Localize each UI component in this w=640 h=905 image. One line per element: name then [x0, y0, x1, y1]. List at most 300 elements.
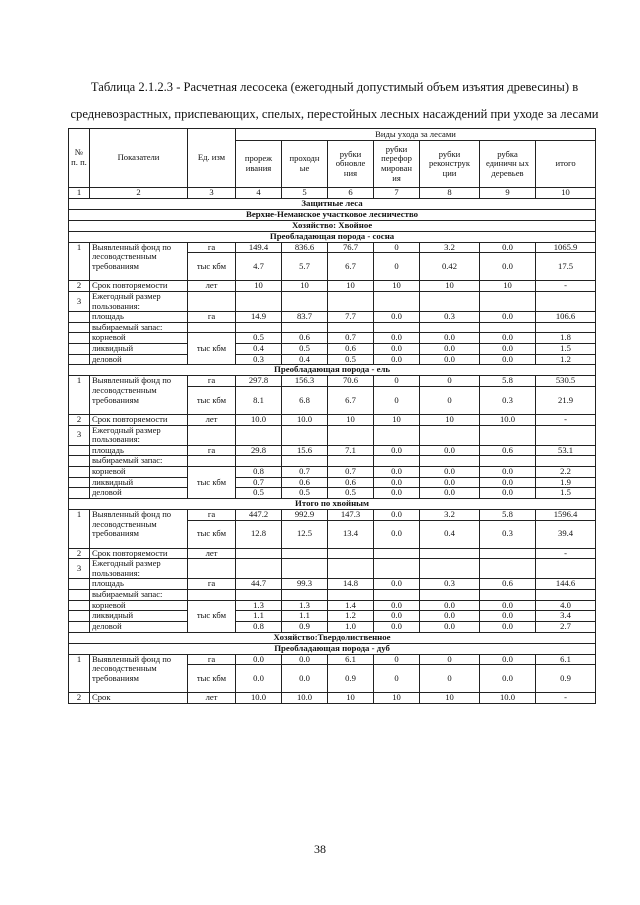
- row-label: Ежегодный размер пользования:: [90, 425, 188, 445]
- row-number: 1: [69, 376, 90, 415]
- table-caption: Таблица 2.1.2.3 - Расчетная лесосека (ежегодный допустимый объем изъятия древесины) в средневозрастных, приспевающих, спелых, перестойных лесных насаждений при уходе за лесами: [70, 80, 599, 121]
- table-row: [69, 600, 596, 611]
- value-cell: 3.2: [420, 509, 480, 520]
- value-cell: 0.5: [328, 354, 374, 365]
- unit-cell: лет: [188, 281, 236, 292]
- unit-cell: тыс кбм: [188, 520, 236, 548]
- value-cell: 992.9: [282, 509, 328, 520]
- table-row: [69, 333, 596, 344]
- empty-cell: [328, 425, 374, 445]
- section-title: Преобладающая порода - дуб: [69, 643, 596, 654]
- row-number: 2: [69, 693, 90, 704]
- value-cell: 0.42: [420, 253, 480, 281]
- empty-cell: [69, 621, 90, 632]
- value-cell: 0.0: [480, 344, 536, 355]
- value-cell: 0.0: [374, 600, 420, 611]
- value-cell: 1.5: [536, 344, 596, 355]
- value-cell: 53.1: [536, 445, 596, 456]
- empty-cell: [536, 291, 596, 311]
- section-row: [69, 365, 596, 376]
- row-number: 3: [69, 559, 90, 579]
- value-cell: 0: [374, 253, 420, 281]
- value-cell: 106.6: [536, 312, 596, 323]
- value-cell: 0.0: [480, 253, 536, 281]
- value-cell: 99.3: [282, 579, 328, 590]
- empty-cell: [236, 322, 282, 333]
- empty-cell: [69, 312, 90, 323]
- value-cell: 0.9: [328, 665, 374, 693]
- value-cell: 1.9: [536, 477, 596, 488]
- row-label: Срок повторяемости: [90, 414, 188, 425]
- section-title: Итого по хвойным: [69, 498, 596, 509]
- value-cell: [236, 548, 282, 559]
- header-col: рубки реконструк ции: [420, 141, 480, 188]
- empty-cell: [282, 322, 328, 333]
- table-row: [69, 693, 596, 704]
- value-cell: 0.5: [236, 488, 282, 499]
- header-col: проходн ые: [282, 141, 328, 188]
- table-row: [69, 621, 596, 632]
- row-number: 2: [69, 281, 90, 292]
- row-label: Срок повторяемости: [90, 548, 188, 559]
- empty-cell: [480, 322, 536, 333]
- value-cell: 0.6: [480, 579, 536, 590]
- empty-cell: [69, 445, 90, 456]
- value-cell: 1596.4: [536, 509, 596, 520]
- value-cell: 0.4: [236, 344, 282, 355]
- value-cell: 1.1: [282, 611, 328, 622]
- empty-cell: [69, 477, 90, 488]
- value-cell: 0.0: [420, 445, 480, 456]
- value-cell: 10.0: [236, 414, 282, 425]
- row-label: корневой: [90, 467, 188, 478]
- section-row: [69, 231, 596, 242]
- empty-cell: [188, 322, 236, 333]
- col-number: 8: [420, 188, 480, 199]
- row-number: 2: [69, 414, 90, 425]
- value-cell: 12.8: [236, 520, 282, 548]
- row-label: выбираемый запас:: [90, 590, 188, 601]
- unit-cell: га: [188, 312, 236, 323]
- unit-cell: тыс кбм: [188, 333, 236, 365]
- table-row: [69, 456, 596, 467]
- unit-cell: тыс кбм: [188, 253, 236, 281]
- value-cell: 10: [480, 281, 536, 292]
- value-cell: 39.4: [536, 520, 596, 548]
- section-title: Хозяйство: Хвойное: [69, 220, 596, 231]
- value-cell: 10: [328, 281, 374, 292]
- row-label: деловой: [90, 621, 188, 632]
- col-number: 7: [374, 188, 420, 199]
- value-cell: 0.0: [420, 488, 480, 499]
- value-cell: 10: [374, 281, 420, 292]
- header-col: итого: [536, 141, 596, 188]
- empty-cell: [480, 456, 536, 467]
- table-row: [69, 548, 596, 559]
- value-cell: 0.9: [536, 665, 596, 693]
- unit-cell: лет: [188, 414, 236, 425]
- empty-cell: [374, 559, 420, 579]
- value-cell: 0.4: [420, 520, 480, 548]
- header-group: Виды ухода за лесами: [236, 129, 596, 141]
- value-cell: 0.0: [374, 509, 420, 520]
- value-cell: 0.0: [374, 312, 420, 323]
- section-title: Хозяйство:Твердолиственное: [69, 632, 596, 643]
- col-number: 2: [90, 188, 188, 199]
- empty-cell: [374, 291, 420, 311]
- empty-cell: [420, 291, 480, 311]
- empty-cell: [374, 456, 420, 467]
- row-label: площадь: [90, 312, 188, 323]
- empty-cell: [188, 425, 236, 445]
- unit-cell: га: [188, 242, 236, 253]
- value-cell: 14.8: [328, 579, 374, 590]
- value-cell: 83.7: [282, 312, 328, 323]
- value-cell: 149.4: [236, 242, 282, 253]
- value-cell: 10: [328, 414, 374, 425]
- empty-cell: [69, 467, 90, 478]
- value-cell: 1.2: [328, 611, 374, 622]
- value-cell: 156.3: [282, 376, 328, 387]
- value-cell: 0.9: [282, 621, 328, 632]
- section-row: [69, 643, 596, 654]
- empty-cell: [480, 590, 536, 601]
- empty-cell: [282, 456, 328, 467]
- row-number: 2: [69, 548, 90, 559]
- unit-cell: га: [188, 376, 236, 387]
- value-cell: 0.0: [420, 477, 480, 488]
- empty-cell: [282, 559, 328, 579]
- value-cell: 0.0: [480, 654, 536, 665]
- value-cell: -: [536, 693, 596, 704]
- value-cell: 0.7: [282, 467, 328, 478]
- empty-cell: [480, 291, 536, 311]
- value-cell: 0.0: [236, 665, 282, 693]
- empty-cell: [188, 590, 236, 601]
- value-cell: 0.0: [374, 488, 420, 499]
- header-unit: Ед. изм: [188, 129, 236, 188]
- col-number: 5: [282, 188, 328, 199]
- value-cell: 0.0: [374, 477, 420, 488]
- value-cell: 0.5: [328, 488, 374, 499]
- table-row: [69, 425, 596, 445]
- empty-cell: [282, 590, 328, 601]
- value-cell: 76.7: [328, 242, 374, 253]
- value-cell: 1.5: [536, 488, 596, 499]
- table-row: [69, 414, 596, 425]
- row-label: корневой: [90, 600, 188, 611]
- page-number: 38: [314, 842, 326, 856]
- value-cell: 0.0: [480, 467, 536, 478]
- empty-cell: [328, 559, 374, 579]
- value-cell: 10.0: [480, 414, 536, 425]
- value-cell: 10.0: [282, 693, 328, 704]
- value-cell: 0.0: [374, 333, 420, 344]
- value-cell: 0.3: [420, 312, 480, 323]
- value-cell: [282, 548, 328, 559]
- value-cell: 1.3: [236, 600, 282, 611]
- section-row: [69, 498, 596, 509]
- col-number: 10: [536, 188, 596, 199]
- value-cell: 3.4: [536, 611, 596, 622]
- row-label: площадь: [90, 445, 188, 456]
- value-cell: 5.8: [480, 376, 536, 387]
- unit-cell: га: [188, 445, 236, 456]
- section-row: [69, 209, 596, 220]
- row-label: ликвидный: [90, 611, 188, 622]
- empty-cell: [188, 291, 236, 311]
- value-cell: 10: [374, 693, 420, 704]
- value-cell: 2.2: [536, 467, 596, 478]
- empty-cell: [188, 456, 236, 467]
- value-cell: 447.2: [236, 509, 282, 520]
- value-cell: 8.1: [236, 386, 282, 414]
- value-cell: [374, 548, 420, 559]
- table-row: [69, 611, 596, 622]
- value-cell: 0.0: [420, 344, 480, 355]
- value-cell: 0.0: [480, 600, 536, 611]
- unit-cell: тыс кбм: [188, 467, 236, 499]
- value-cell: 0.0: [480, 477, 536, 488]
- col-number: 9: [480, 188, 536, 199]
- value-cell: 0.8: [236, 621, 282, 632]
- empty-cell: [420, 322, 480, 333]
- col-number: 4: [236, 188, 282, 199]
- value-cell: 0.6: [480, 445, 536, 456]
- value-cell: 0.0: [374, 445, 420, 456]
- empty-cell: [236, 425, 282, 445]
- row-label: Ежегодный размер пользования:: [90, 291, 188, 311]
- value-cell: 4.0: [536, 600, 596, 611]
- value-cell: 10: [374, 414, 420, 425]
- value-cell: 0.0: [374, 354, 420, 365]
- empty-cell: [328, 456, 374, 467]
- value-cell: 0.5: [282, 344, 328, 355]
- empty-cell: [69, 322, 90, 333]
- row-label: выбираемый запас:: [90, 456, 188, 467]
- value-cell: 1.8: [536, 333, 596, 344]
- section-title: Верхне-Неманское участковое лесничество: [69, 209, 596, 220]
- value-cell: 0: [374, 654, 420, 665]
- value-cell: 0.0: [420, 354, 480, 365]
- empty-cell: [69, 488, 90, 499]
- value-cell: 10: [236, 281, 282, 292]
- empty-cell: [420, 590, 480, 601]
- empty-cell: [420, 456, 480, 467]
- value-cell: -: [536, 281, 596, 292]
- row-number: 1: [69, 509, 90, 548]
- value-cell: 0.3: [236, 354, 282, 365]
- value-cell: 70.6: [328, 376, 374, 387]
- empty-cell: [236, 291, 282, 311]
- value-cell: 0.0: [420, 600, 480, 611]
- col-number: 1: [69, 188, 90, 199]
- row-label: Выявленный фонд по лесоводственным требованиям: [90, 242, 188, 281]
- value-cell: 0.3: [480, 520, 536, 548]
- empty-cell: [374, 425, 420, 445]
- header-col: прореж ивания: [236, 141, 282, 188]
- value-cell: 0.0: [420, 611, 480, 622]
- empty-cell: [69, 354, 90, 365]
- value-cell: 10: [282, 281, 328, 292]
- empty-cell: [328, 291, 374, 311]
- value-cell: 0.0: [420, 467, 480, 478]
- empty-cell: [536, 456, 596, 467]
- empty-cell: [69, 456, 90, 467]
- row-number: 3: [69, 291, 90, 311]
- table-row: [69, 509, 596, 520]
- value-cell: 6.7: [328, 386, 374, 414]
- empty-cell: [69, 344, 90, 355]
- row-label: Срок повторяемости: [90, 281, 188, 292]
- value-cell: 21.9: [536, 386, 596, 414]
- value-cell: 0.0: [480, 665, 536, 693]
- table-row: [69, 488, 596, 499]
- value-cell: 3.2: [420, 242, 480, 253]
- value-cell: 0.0: [374, 467, 420, 478]
- value-cell: 6.1: [536, 654, 596, 665]
- value-cell: 0.3: [480, 386, 536, 414]
- value-cell: 10: [420, 693, 480, 704]
- value-cell: [480, 548, 536, 559]
- value-cell: 0: [374, 665, 420, 693]
- empty-cell: [282, 291, 328, 311]
- value-cell: 0.7: [328, 333, 374, 344]
- value-cell: 10.0: [282, 414, 328, 425]
- col-number: 6: [328, 188, 374, 199]
- value-cell: 0.6: [282, 477, 328, 488]
- value-cell: 10.0: [236, 693, 282, 704]
- value-cell: 0.6: [282, 333, 328, 344]
- row-number: 3: [69, 425, 90, 445]
- value-cell: 14.9: [236, 312, 282, 323]
- table-row: [69, 291, 596, 311]
- empty-cell: [536, 425, 596, 445]
- empty-cell: [480, 559, 536, 579]
- value-cell: 12.5: [282, 520, 328, 548]
- empty-cell: [236, 456, 282, 467]
- value-cell: 44.7: [236, 579, 282, 590]
- value-cell: 1.4: [328, 600, 374, 611]
- value-cell: 6.7: [328, 253, 374, 281]
- value-cell: 0.0: [420, 621, 480, 632]
- row-label: ликвидный: [90, 344, 188, 355]
- value-cell: 0.0: [282, 654, 328, 665]
- row-number: 1: [69, 242, 90, 281]
- table-row: [69, 281, 596, 292]
- value-cell: 0.0: [480, 312, 536, 323]
- value-cell: 836.6: [282, 242, 328, 253]
- value-cell: 0.0: [374, 520, 420, 548]
- value-cell: 15.6: [282, 445, 328, 456]
- empty-cell: [188, 559, 236, 579]
- unit-cell: га: [188, 654, 236, 665]
- unit-cell: га: [188, 509, 236, 520]
- value-cell: 0.0: [374, 579, 420, 590]
- value-cell: 0: [420, 665, 480, 693]
- empty-cell: [328, 590, 374, 601]
- header-col: рубки обновле ния: [328, 141, 374, 188]
- unit-cell: га: [188, 579, 236, 590]
- unit-cell: лет: [188, 693, 236, 704]
- table-row: [69, 467, 596, 478]
- table-row: [69, 354, 596, 365]
- empty-cell: [536, 322, 596, 333]
- empty-cell: [328, 322, 374, 333]
- row-label: ликвидный: [90, 477, 188, 488]
- value-cell: 0.0: [282, 665, 328, 693]
- value-cell: 0.6: [328, 344, 374, 355]
- value-cell: 0: [374, 386, 420, 414]
- unit-cell: тыс кбм: [188, 600, 236, 632]
- value-cell: 0.0: [480, 242, 536, 253]
- value-cell: 6.8: [282, 386, 328, 414]
- value-cell: 17.5: [536, 253, 596, 281]
- table-row: [69, 654, 596, 665]
- empty-cell: [536, 559, 596, 579]
- value-cell: 2.7: [536, 621, 596, 632]
- value-cell: 0.0: [420, 333, 480, 344]
- unit-cell: лет: [188, 548, 236, 559]
- empty-cell: [374, 322, 420, 333]
- value-cell: 10: [420, 414, 480, 425]
- section-title: Защитные леса: [69, 198, 596, 209]
- value-cell: 0.8: [236, 467, 282, 478]
- unit-cell: тыс кбм: [188, 665, 236, 693]
- value-cell: 0.3: [420, 579, 480, 590]
- row-label: Выявленный фонд по лесоводственным требованиям: [90, 509, 188, 548]
- value-cell: 0: [374, 242, 420, 253]
- value-cell: 0.0: [236, 654, 282, 665]
- table-row: [69, 312, 596, 323]
- value-cell: 0.7: [236, 477, 282, 488]
- value-cell: 0.4: [282, 354, 328, 365]
- value-cell: 0.0: [480, 488, 536, 499]
- header-num: № п. п.: [69, 129, 90, 188]
- col-number: 3: [188, 188, 236, 199]
- empty-cell: [69, 579, 90, 590]
- value-cell: 1.0: [328, 621, 374, 632]
- section-title: Преобладающая порода - ель: [69, 365, 596, 376]
- row-label: Ежегодный размер пользования:: [90, 559, 188, 579]
- table-row: [69, 322, 596, 333]
- table-row: [69, 242, 596, 253]
- row-label: деловой: [90, 354, 188, 365]
- value-cell: 5.7: [282, 253, 328, 281]
- row-label: Выявленный фонд по лесоводственным требованиям: [90, 376, 188, 415]
- empty-cell: [374, 590, 420, 601]
- table-row: [69, 477, 596, 488]
- value-cell: 0: [374, 376, 420, 387]
- value-cell: 0.7: [328, 467, 374, 478]
- row-label: выбираемый запас:: [90, 322, 188, 333]
- section-title: Преобладающая порода - сосна: [69, 231, 596, 242]
- value-cell: [420, 548, 480, 559]
- value-cell: 5.8: [480, 509, 536, 520]
- value-cell: 0: [420, 654, 480, 665]
- empty-cell: [480, 425, 536, 445]
- value-cell: 10: [328, 693, 374, 704]
- value-cell: 7.7: [328, 312, 374, 323]
- value-cell: 0.0: [480, 333, 536, 344]
- value-cell: 10: [420, 281, 480, 292]
- value-cell: -: [536, 548, 596, 559]
- empty-cell: [69, 600, 90, 611]
- row-label: деловой: [90, 488, 188, 499]
- value-cell: 7.1: [328, 445, 374, 456]
- value-cell: 1.1: [236, 611, 282, 622]
- table-row: [69, 445, 596, 456]
